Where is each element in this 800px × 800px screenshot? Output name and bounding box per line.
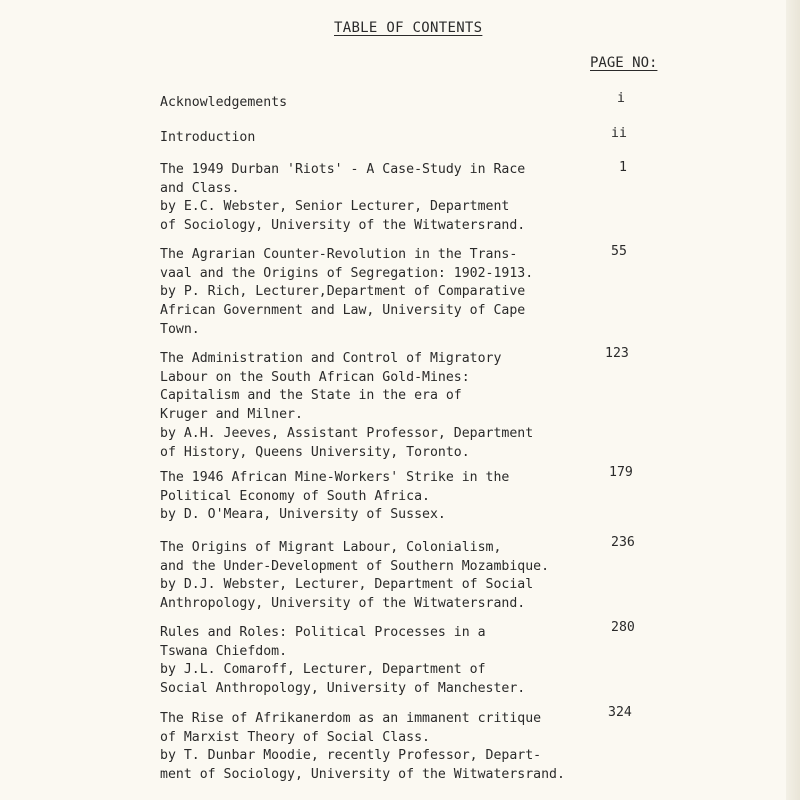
toc-entry-line: and Class. — [160, 180, 240, 196]
toc-entry-line: Social Anthropology, University of Manchester. — [160, 681, 526, 697]
toc-entry-acknowledgements — [160, 94, 600, 113]
toc-entry-line: Labour on the South African Gold-Mines: — [160, 369, 470, 385]
toc-entry-line: by P. Rich, Lecturer,Department of Comparative — [160, 284, 526, 300]
toc-page-number: 236 — [611, 535, 635, 550]
toc-entry-line: Anthropology, University of the Witwatersrand. — [160, 596, 526, 612]
toc-page-number: 280 — [611, 620, 635, 635]
toc-page-number: 55 — [611, 244, 627, 259]
toc-entry-rise-of-afrikanerdom — [160, 710, 600, 785]
toc-entry-line: The 1946 African Mine-Workers' Strike in the — [160, 470, 510, 485]
toc-entry-line: ment of Sociology, University of the Witwatersrand. — [160, 767, 565, 783]
toc-entry-rules-and-roles — [160, 624, 600, 699]
toc-entry-line: by T. Dunbar Moodie, recently Professor, Depart- — [160, 748, 542, 764]
toc-entry-line: of History, Queens University, Toronto. — [160, 444, 470, 460]
toc-entry-mine-workers-strike — [160, 469, 600, 525]
toc-entry-line: Rules and Roles: Political Processes in a — [160, 625, 486, 640]
toc-entry-line: The Agrarian Counter-Revolution in the Trans- — [160, 247, 518, 262]
toc-entry-durban-riots — [160, 161, 600, 236]
toc-entry-line: by J.L. Comaroff, Lecturer, Department of — [160, 662, 486, 678]
toc-entry-line: African Government and Law, University of Cape — [160, 303, 526, 319]
toc-entry-migrant-labour-origins — [160, 539, 600, 614]
toc-entry-line: and the Under-Development of Southern Mozambique. — [160, 558, 550, 574]
toc-entry-line: vaal and the Origins of Segregation: 1902-1913. — [160, 265, 534, 281]
toc-entry-line: Acknowledgements — [160, 95, 288, 110]
toc-entry-line: by E.C. Webster, Senior Lecturer, Department — [160, 199, 510, 215]
toc-entry-line: The Origins of Migrant Labour, Colonialism, — [160, 540, 502, 555]
toc-entry-line: by A.H. Jeeves, Assistant Professor, Department — [160, 425, 534, 441]
toc-page-number: 123 — [605, 346, 629, 361]
toc-page-number: 324 — [608, 705, 632, 720]
toc-entry-line: Capitalism and the State in the era of — [160, 388, 462, 404]
toc-entry-line: Political Economy of South Africa. — [160, 488, 430, 504]
toc-entry-line: Kruger and Milner. — [160, 407, 303, 423]
toc-page-number: i — [617, 91, 625, 106]
toc-entry-migratory-labour-control — [160, 350, 600, 462]
page-title: TABLE OF CONTENTS — [334, 20, 483, 36]
toc-entry-line: Town. — [160, 321, 200, 337]
toc-entry-line: The 1949 Durban 'Riots' - A Case-Study in Race — [160, 162, 526, 177]
toc-entry-agrarian-counter-revolution — [160, 246, 600, 340]
toc-entry-line: by D.J. Webster, Lecturer, Department of Social — [160, 577, 534, 593]
toc-entry-line: of Sociology, University of the Witwatersrand. — [160, 218, 526, 234]
toc-page-number: 179 — [609, 465, 633, 480]
toc-page-number: ii — [611, 126, 627, 141]
toc-entry-line: Tswana Chiefdom. — [160, 643, 288, 659]
page-edge — [786, 0, 800, 800]
toc-entry-line: by D. O'Meara, University of Sussex. — [160, 507, 446, 523]
toc-page-number: 1 — [619, 160, 627, 175]
toc-entry-line: The Rise of Afrikanerdom as an immanent critique — [160, 711, 542, 726]
page-no-header: PAGE NO: — [590, 55, 658, 71]
toc-entry-line: Introduction — [160, 130, 256, 145]
toc-entry-line: of Marxist Theory of Social Class. — [160, 729, 430, 745]
toc-entry-introduction — [160, 129, 600, 148]
toc-entry-line: The Administration and Control of Migratory — [160, 351, 502, 366]
